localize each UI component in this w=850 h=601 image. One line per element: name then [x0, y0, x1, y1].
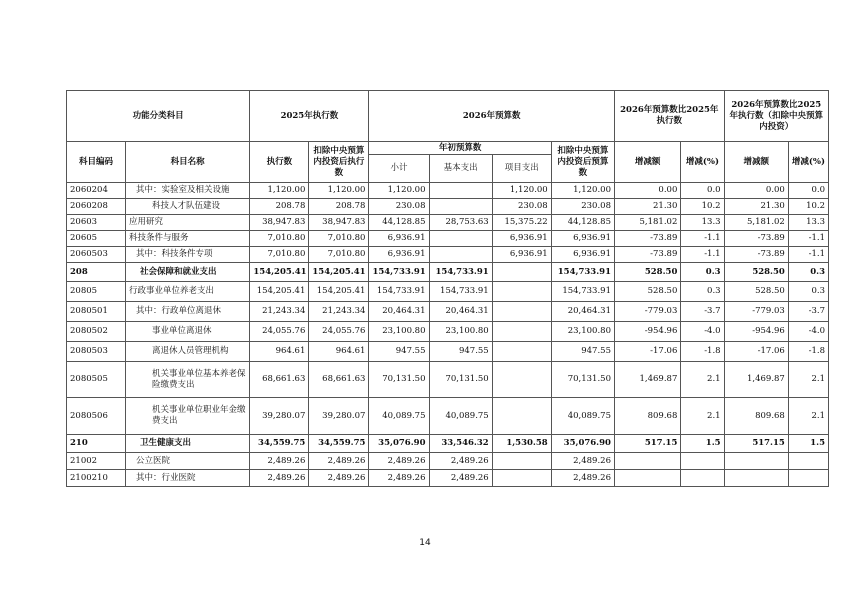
row-basic: 40,089.75 [429, 398, 492, 435]
row-project [492, 302, 551, 322]
table-row [67, 453, 829, 470]
row-excl-exec: 21,243.34 [309, 302, 369, 322]
row-exec: 7,010.80 [250, 231, 309, 247]
row-code: 2080501 [67, 302, 126, 322]
table-row [67, 470, 829, 487]
row-subtotal: 154,733.91 [369, 282, 429, 302]
row-incdec-amt-1: -73.89 [614, 231, 680, 247]
row-name: 离退休人员管理机构 [126, 342, 250, 362]
row-exec: 2,489.26 [250, 470, 309, 487]
row-subtotal: 44,128.85 [369, 215, 429, 231]
row-incdec-pct-2: 0.3 [788, 282, 828, 302]
header-basic: 基本支出 [429, 155, 492, 183]
row-excl-exec: 154,205.41 [309, 263, 369, 282]
row-excl-exec: 1,120.00 [309, 183, 369, 199]
row-excl-exec: 24,055.76 [309, 322, 369, 342]
row-incdec-amt-2: 528.50 [724, 282, 788, 302]
row-excl-budget: 2,489.26 [551, 470, 614, 487]
row-excl-budget: 40,089.75 [551, 398, 614, 435]
row-incdec-amt-2: -954.96 [724, 322, 788, 342]
header-compare-excl: 2026年预算数比2025年执行数（扣除中央预算内投资） [724, 91, 828, 142]
row-incdec-pct-1: 0.3 [681, 263, 724, 282]
row-project: 230.08 [492, 199, 551, 215]
row-basic: 23,100.80 [429, 322, 492, 342]
header-func-class: 功能分类科目 [67, 91, 250, 142]
row-name: 应用研究 [126, 215, 250, 231]
row-subtotal: 23,100.80 [369, 322, 429, 342]
row-incdec-amt-1: 21.30 [614, 199, 680, 215]
row-code: 2060204 [67, 183, 126, 199]
row-project [492, 362, 551, 398]
row-incdec-pct-2: 0.3 [788, 263, 828, 282]
row-incdec-pct-1: 0.0 [681, 183, 724, 199]
row-subtotal: 230.08 [369, 199, 429, 215]
row-incdec-pct-1: 10.2 [681, 199, 724, 215]
row-exec: 21,243.34 [250, 302, 309, 322]
row-code: 208 [67, 263, 126, 282]
row-basic [429, 231, 492, 247]
header-incdec-pct-2: 增减(%) [788, 142, 828, 183]
row-incdec-pct-1: -4.0 [681, 322, 724, 342]
row-basic: 947.55 [429, 342, 492, 362]
table-row [67, 302, 829, 322]
row-incdec-pct-2: 1.5 [788, 435, 828, 453]
row-project: 6,936.91 [492, 247, 551, 263]
row-basic: 154,733.91 [429, 282, 492, 302]
row-name: 公立医院 [126, 453, 250, 470]
table-row [67, 342, 829, 362]
row-incdec-pct-1: -1.8 [681, 342, 724, 362]
row-incdec-pct-1 [681, 453, 724, 470]
row-subtotal: 70,131.50 [369, 362, 429, 398]
row-excl-budget: 154,733.91 [551, 282, 614, 302]
row-excl-budget: 70,131.50 [551, 362, 614, 398]
row-subtotal: 35,076.90 [369, 435, 429, 453]
row-subtotal: 1,120.00 [369, 183, 429, 199]
row-name: 其中：行业医院 [126, 470, 250, 487]
row-basic: 70,131.50 [429, 362, 492, 398]
row-incdec-amt-1: -73.89 [614, 247, 680, 263]
row-incdec-amt-1: 517.15 [614, 435, 680, 453]
row-code: 20603 [67, 215, 126, 231]
row-incdec-amt-1: 809.68 [614, 398, 680, 435]
row-code: 2080502 [67, 322, 126, 342]
table-row [67, 398, 829, 435]
row-excl-budget: 20,464.31 [551, 302, 614, 322]
row-project: 15,375.22 [492, 215, 551, 231]
row-incdec-pct-2: 2.1 [788, 362, 828, 398]
table-row [67, 322, 829, 342]
row-incdec-pct-1: -1.1 [681, 231, 724, 247]
row-excl-budget: 6,936.91 [551, 247, 614, 263]
header-name: 科目名称 [126, 142, 250, 183]
row-incdec-pct-1: 13.3 [681, 215, 724, 231]
row-incdec-amt-2: 809.68 [724, 398, 788, 435]
budget-body [67, 183, 829, 487]
row-project [492, 398, 551, 435]
row-exec: 38,947.83 [250, 215, 309, 231]
row-excl-exec: 154,205.41 [309, 282, 369, 302]
row-name: 机关事业单位职业年金缴费支出 [126, 398, 250, 435]
row-incdec-pct-1 [681, 470, 724, 487]
row-excl-exec: 7,010.80 [309, 247, 369, 263]
row-exec: 34,559.75 [250, 435, 309, 453]
budget-table [66, 90, 829, 487]
header-subtotal: 小计 [369, 155, 429, 183]
row-incdec-amt-2 [724, 453, 788, 470]
row-incdec-amt-2 [724, 470, 788, 487]
row-excl-exec: 68,661.63 [309, 362, 369, 398]
row-code: 21002 [67, 453, 126, 470]
header-excl-budget: 扣除中央预算内投资后预算数 [551, 142, 614, 183]
row-name: 科技人才队伍建设 [126, 199, 250, 215]
row-incdec-amt-1: -779.03 [614, 302, 680, 322]
row-incdec-pct-2 [788, 453, 828, 470]
row-incdec-pct-1: 2.1 [681, 362, 724, 398]
row-incdec-amt-2: -73.89 [724, 231, 788, 247]
row-exec: 68,661.63 [250, 362, 309, 398]
table-row [67, 215, 829, 231]
row-subtotal: 20,464.31 [369, 302, 429, 322]
header-budget-2026: 2026年预算数 [369, 91, 615, 142]
row-excl-exec: 34,559.75 [309, 435, 369, 453]
row-incdec-amt-1: 528.50 [614, 282, 680, 302]
row-excl-budget: 154,733.91 [551, 263, 614, 282]
row-basic: 2,489.26 [429, 453, 492, 470]
row-incdec-pct-1: 2.1 [681, 398, 724, 435]
row-incdec-amt-1 [614, 470, 680, 487]
row-excl-budget: 35,076.90 [551, 435, 614, 453]
row-incdec-amt-2: 0.00 [724, 183, 788, 199]
row-code: 2100210 [67, 470, 126, 487]
row-basic: 20,464.31 [429, 302, 492, 322]
row-name: 其中：实验室及相关设施 [126, 183, 250, 199]
row-name: 科技条件与服务 [126, 231, 250, 247]
row-excl-budget: 2,489.26 [551, 453, 614, 470]
header-project: 项目支出 [492, 155, 551, 183]
row-exec: 2,489.26 [250, 453, 309, 470]
row-incdec-amt-1: -954.96 [614, 322, 680, 342]
row-exec: 39,280.07 [250, 398, 309, 435]
table-row [67, 435, 829, 453]
row-incdec-pct-2: 13.3 [788, 215, 828, 231]
row-name: 社会保障和就业支出 [126, 263, 250, 282]
row-name: 行政事业单位养老支出 [126, 282, 250, 302]
header-exec-2025: 2025年执行数 [250, 91, 369, 142]
row-subtotal: 6,936.91 [369, 231, 429, 247]
table-row [67, 247, 829, 263]
row-basic: 2,489.26 [429, 470, 492, 487]
row-basic: 28,753.63 [429, 215, 492, 231]
row-exec: 154,205.41 [250, 263, 309, 282]
row-incdec-amt-2: 1,469.87 [724, 362, 788, 398]
row-subtotal: 40,089.75 [369, 398, 429, 435]
row-incdec-amt-1: 5,181.02 [614, 215, 680, 231]
row-subtotal: 2,489.26 [369, 453, 429, 470]
row-subtotal: 947.55 [369, 342, 429, 362]
row-incdec-amt-2: 528.50 [724, 263, 788, 282]
row-code: 20805 [67, 282, 126, 302]
row-excl-budget: 947.55 [551, 342, 614, 362]
row-subtotal: 6,936.91 [369, 247, 429, 263]
row-incdec-amt-2: 5,181.02 [724, 215, 788, 231]
row-incdec-pct-2: -3.7 [788, 302, 828, 322]
header-row-1 [67, 91, 829, 142]
header-initial: 年初预算数 [369, 142, 551, 155]
row-name: 其中：科技条件专项 [126, 247, 250, 263]
row-code: 2080505 [67, 362, 126, 398]
row-incdec-pct-2: -4.0 [788, 322, 828, 342]
row-basic [429, 199, 492, 215]
row-incdec-amt-1: -17.06 [614, 342, 680, 362]
row-incdec-pct-2 [788, 470, 828, 487]
table-row [67, 282, 829, 302]
row-incdec-pct-2: 2.1 [788, 398, 828, 435]
row-code: 210 [67, 435, 126, 453]
header-incdec-amt-1: 增减额 [614, 142, 680, 183]
row-basic: 154,733.91 [429, 263, 492, 282]
row-incdec-amt-2: -73.89 [724, 247, 788, 263]
row-incdec-amt-1: 0.00 [614, 183, 680, 199]
header-incdec-amt-2: 增减额 [724, 142, 788, 183]
row-project [492, 322, 551, 342]
row-incdec-pct-2: -1.1 [788, 231, 828, 247]
header-incdec-pct-1: 增减(%) [681, 142, 724, 183]
row-incdec-pct-2: 0.0 [788, 183, 828, 199]
row-basic [429, 247, 492, 263]
row-incdec-pct-1: -1.1 [681, 247, 724, 263]
row-basic: 33,546.32 [429, 435, 492, 453]
row-project [492, 470, 551, 487]
row-exec: 208.78 [250, 199, 309, 215]
row-incdec-pct-2: -1.8 [788, 342, 828, 362]
header-excl-exec: 扣除中央预算内投资后执行数 [309, 142, 369, 183]
header-compare-exec: 2026年预算数比2025年执行数 [614, 91, 724, 142]
row-incdec-amt-1: 1,469.87 [614, 362, 680, 398]
row-subtotal: 154,733.91 [369, 263, 429, 282]
row-project [492, 342, 551, 362]
row-code: 2080506 [67, 398, 126, 435]
page-number: 14 [419, 538, 431, 548]
row-incdec-amt-2: 517.15 [724, 435, 788, 453]
row-code: 2060208 [67, 199, 126, 215]
row-excl-budget: 6,936.91 [551, 231, 614, 247]
row-excl-exec: 208.78 [309, 199, 369, 215]
row-incdec-pct-2: 10.2 [788, 199, 828, 215]
row-name: 卫生健康支出 [126, 435, 250, 453]
row-subtotal: 2,489.26 [369, 470, 429, 487]
row-excl-exec: 7,010.80 [309, 231, 369, 247]
row-incdec-amt-1: 528.50 [614, 263, 680, 282]
row-excl-exec: 39,280.07 [309, 398, 369, 435]
row-name: 事业单位离退休 [126, 322, 250, 342]
row-code: 20605 [67, 231, 126, 247]
table-row [67, 362, 829, 398]
table-row [67, 263, 829, 282]
budget-sheet [66, 90, 829, 487]
table-row [67, 231, 829, 247]
row-code: 2060503 [67, 247, 126, 263]
row-incdec-pct-1: 0.3 [681, 282, 724, 302]
row-exec: 24,055.76 [250, 322, 309, 342]
row-excl-exec: 38,947.83 [309, 215, 369, 231]
row-excl-budget: 230.08 [551, 199, 614, 215]
row-exec: 964.61 [250, 342, 309, 362]
row-incdec-pct-1: -3.7 [681, 302, 724, 322]
row-project [492, 453, 551, 470]
row-code: 2080503 [67, 342, 126, 362]
row-project: 1,120.00 [492, 183, 551, 199]
header-code: 科目编码 [67, 142, 126, 183]
table-row [67, 199, 829, 215]
row-excl-budget: 23,100.80 [551, 322, 614, 342]
row-excl-budget: 1,120.00 [551, 183, 614, 199]
row-basic [429, 183, 492, 199]
row-name: 机关事业单位基本养老保险缴费支出 [126, 362, 250, 398]
row-project: 1,530.58 [492, 435, 551, 453]
row-incdec-amt-1 [614, 453, 680, 470]
header-exec: 执行数 [250, 142, 309, 183]
row-incdec-pct-2: -1.1 [788, 247, 828, 263]
row-incdec-amt-2: 21.30 [724, 199, 788, 215]
row-excl-exec: 2,489.26 [309, 453, 369, 470]
table-row [67, 183, 829, 199]
row-project: 6,936.91 [492, 231, 551, 247]
header-row-2 [67, 142, 829, 155]
row-excl-exec: 964.61 [309, 342, 369, 362]
row-exec: 154,205.41 [250, 282, 309, 302]
row-exec: 1,120.00 [250, 183, 309, 199]
row-name: 其中：行政单位离退休 [126, 302, 250, 322]
row-incdec-pct-1: 1.5 [681, 435, 724, 453]
row-excl-budget: 44,128.85 [551, 215, 614, 231]
row-incdec-amt-2: -779.03 [724, 302, 788, 322]
row-excl-exec: 2,489.26 [309, 470, 369, 487]
row-project [492, 282, 551, 302]
row-project [492, 263, 551, 282]
row-exec: 7,010.80 [250, 247, 309, 263]
row-incdec-amt-2: -17.06 [724, 342, 788, 362]
